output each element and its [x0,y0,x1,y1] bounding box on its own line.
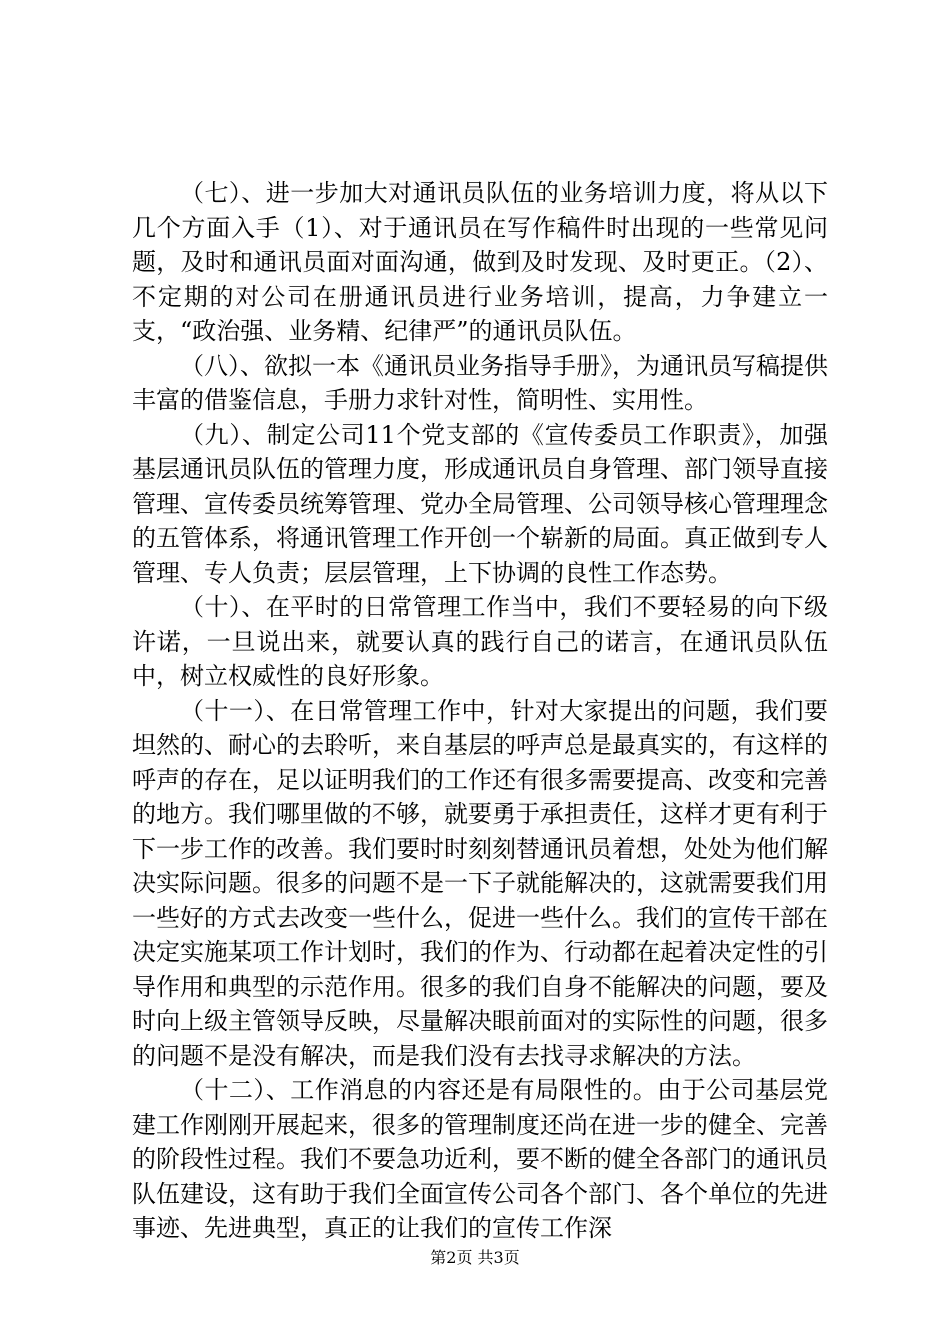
page-footer: 第2页 共3页 [430,1248,520,1267]
paragraph-11: （十一）、在日常管理工作中，针对大家提出的问题，我们要坦然的、耐心的去聆听，来自基层的呼声总是最真实的，有这样的呼声的存在，足以证明我们的工作还有很多需要提高、改变和完善的地方。我们哪里做的不够，就要勇于承担责任，这样才更有利于下一步工作的改善。我们要时时刻刻替通讯员着想，处处为他们解决实际问题。很多的问题不是一下子就能解决的，这就需要我们用一些好的方式去改变一些什么，促进一些什么。我们的宣传干部在决定实施某项工作计划时，我们的作为、行动都在起着决定性的引导作用和典型的示范作用。很多的我们自身不能解决的问题，要及时向上级主管领导反映，尽量解决眼前面对的实际性的问题，很多的问题不是没有解决，而是我们没有去找寻求解决的方法。 [132,696,828,1070]
paragraph-10: （十）、在平时的日常管理工作当中，我们不要轻易的向下级许诺，一旦说出来，就要认真的践行自己的诺言，在通讯员队伍中，树立权威性的良好形象。 [132,593,828,690]
paragraph-7: （七）、进一步加大对通讯员队伍的业务培训力度，将从以下几个方面入手（1）、对于通讯员在写作稿件时出现的一些常见问题，及时和通讯员面对面沟通，做到及时发现、及时更正。（2）、不定期的对公司在册通讯员进行业务培训，提高，力争建立一支，“政治强、业务精、纪律严”的通讯员队伍。 [132,179,828,345]
paragraph-8: （八）、欲拟一本《通讯员业务指导手册》，为通讯员写稿提供丰富的借鉴信息，手册力求针对性，简明性、实用性。 [132,351,828,414]
paragraph-12: （十二）、工作消息的内容还是有局限性的。由于公司基层党建工作刚刚开展起来，很多的管理制度还尚在进一步的健全、完善的阶段性过程。我们不要急功近利，要不断的健全各部门的通讯员队伍建设，这有助于我们全面宣传公司各个部门、各个单位的先进事迹、先进典型，真正的让我们的宣传工作深 [132,1076,828,1242]
document-body [132,176,828,1246]
paragraph-9: （九）、制定公司11个党支部的《宣传委员工作职责》，加强基层通讯员队伍的管理力度，形成通讯员自身管理、部门领导直接管理、宣传委员统筹管理、党办全局管理、公司领导核心管理理念的五管体系，将通讯管理工作开创一个崭新的局面。真正做到专人管理、专人负责；层层管理，上下协调的良性工作态势。 [132,420,828,587]
